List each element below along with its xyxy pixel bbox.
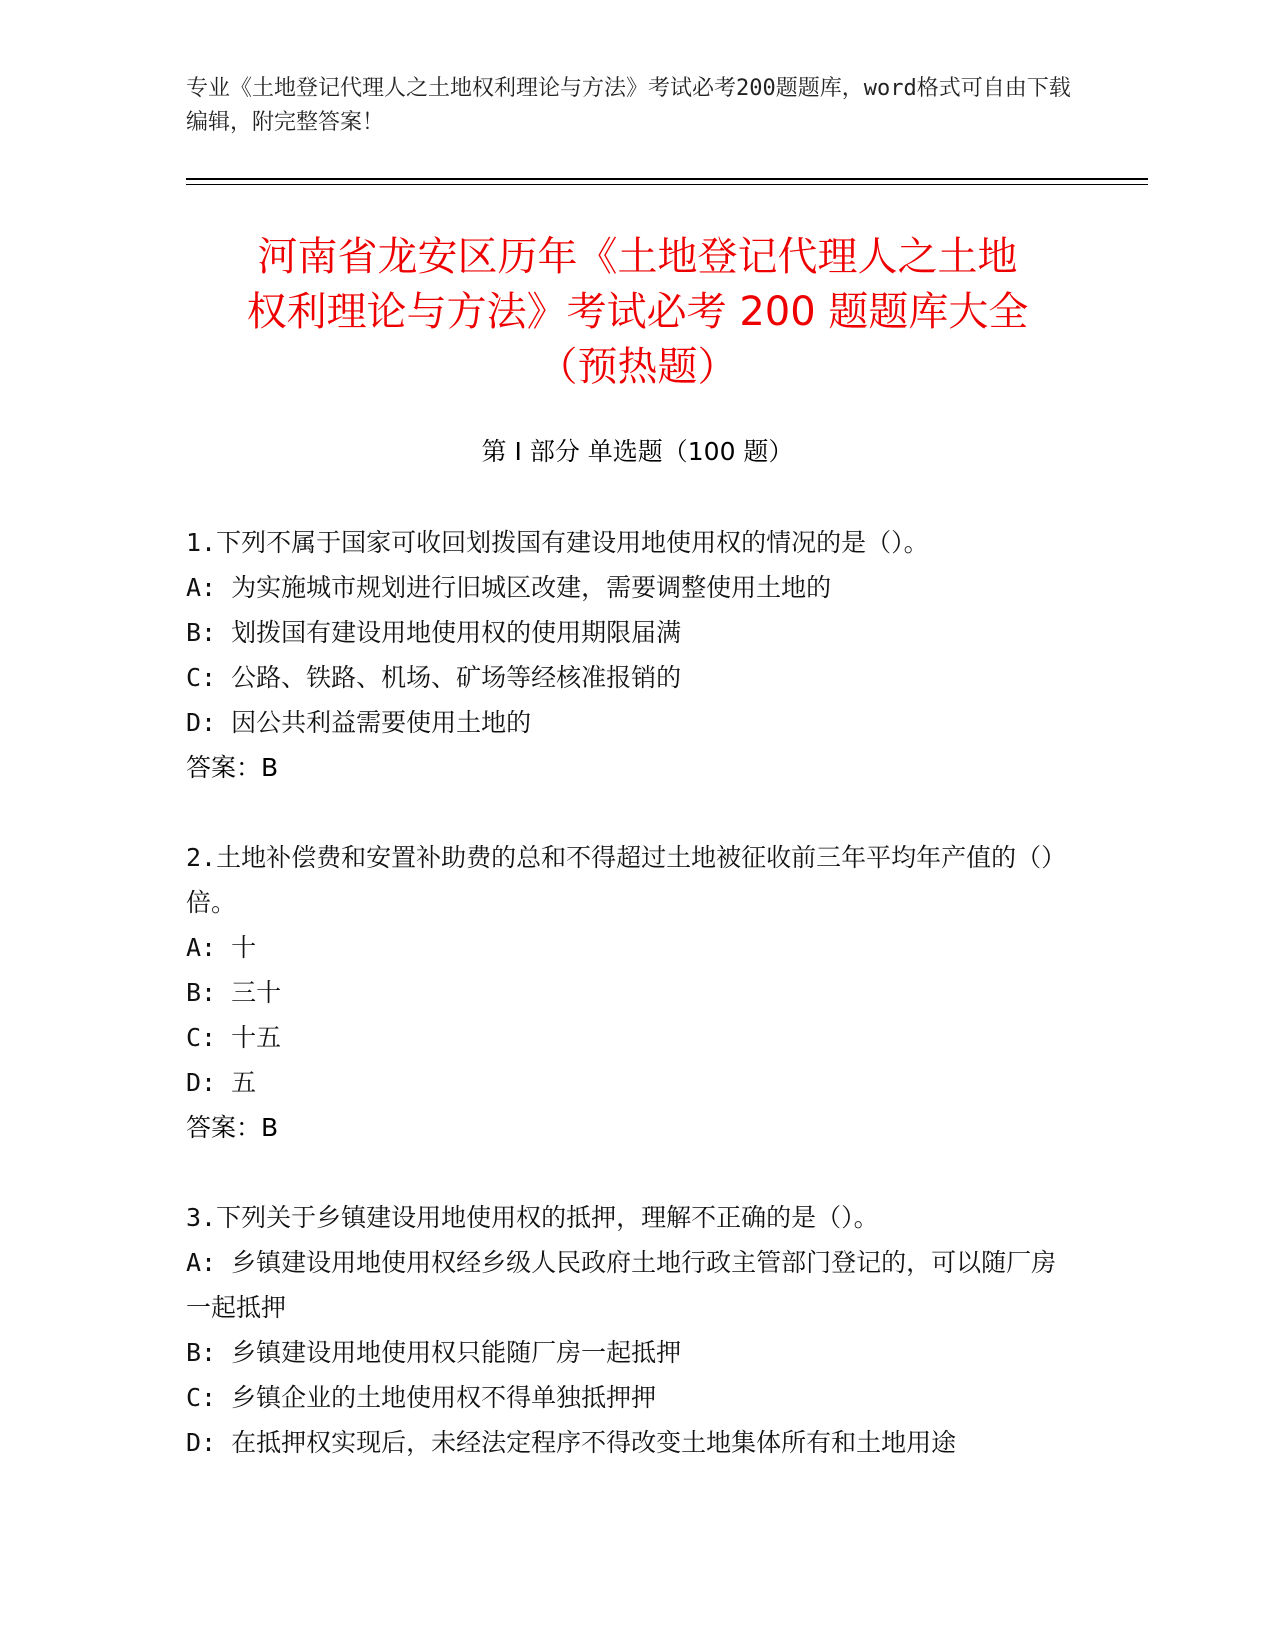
option-text: 在抵押权实现后，未经法定程序不得改变土地集体所有和土地用途	[231, 1428, 957, 1457]
question-stem: 2.土地补偿费和安置补助费的总和不得超过土地被征收前三年平均年产值的（）倍。	[186, 843, 1054, 917]
question-2	[186, 835, 1066, 1150]
option-text: 公路、铁路、机场、矿场等经核准报销的	[231, 663, 682, 692]
option-text: 乡镇建设用地使用权只能随厂房一起抵押	[231, 1338, 682, 1367]
option-letter: D:	[186, 1428, 217, 1457]
option-letter: D:	[186, 708, 217, 737]
option-text: 三十	[231, 978, 282, 1007]
option-c	[186, 655, 1066, 700]
answer: 答案：B	[186, 753, 279, 782]
section-title: 第 I 部分 单选题（100 题）	[481, 437, 794, 466]
question-3	[186, 1195, 1066, 1465]
question-1	[186, 520, 1066, 790]
option-letter: D:	[186, 1068, 217, 1097]
option-letter: C:	[186, 1383, 217, 1412]
option-letter: C:	[186, 663, 217, 692]
option-a	[186, 925, 1066, 970]
title-line-2: 权利理论与方法》考试必考 200 题题库大全	[246, 289, 1029, 335]
option-text: 十	[231, 933, 257, 962]
option-letter: A:	[186, 573, 217, 602]
option-d	[186, 700, 1066, 745]
option-b	[186, 610, 1066, 655]
option-b	[186, 970, 1066, 1015]
option-c	[186, 1375, 1066, 1420]
option-b	[186, 1330, 1066, 1375]
option-a	[186, 1240, 1066, 1330]
option-text: 五	[231, 1068, 257, 1097]
title-line-1: 河南省龙安区历年《土地登记代理人之土地	[257, 234, 1018, 280]
title-line-3: （预热题）	[537, 344, 738, 390]
option-c	[186, 1015, 1066, 1060]
option-letter: A:	[186, 1248, 217, 1277]
option-text: 乡镇企业的土地使用权不得单独抵押押	[231, 1383, 657, 1412]
header-rule-thick	[186, 178, 1148, 180]
header-rule-thin	[186, 184, 1148, 185]
question-stem: 1.下列不属于国家可收回划拨国有建设用地使用权的情况的是（）。	[186, 528, 929, 557]
question-list	[186, 520, 1066, 1620]
document-title	[150, 230, 1125, 395]
option-letter: B:	[186, 1338, 217, 1367]
option-text: 为实施城市规划进行旧城区改建，需要调整使用土地的	[231, 573, 832, 602]
option-letter: B:	[186, 978, 217, 1007]
option-a	[186, 565, 1066, 610]
question-stem: 3.下列关于乡镇建设用地使用权的抵押，理解不正确的是（）。	[186, 1203, 879, 1232]
option-letter: C:	[186, 1023, 217, 1052]
option-letter: B:	[186, 618, 217, 647]
option-letter: A:	[186, 933, 217, 962]
header-note: 专业《土地登记代理人之土地权利理论与方法》考试必考200题题库，word格式可自由下载编辑，附完整答案！	[186, 76, 1071, 135]
option-text: 乡镇建设用地使用权经乡级人民政府土地行政主管部门登记的，可以随厂房一起抵押	[186, 1248, 1057, 1322]
option-d	[186, 1060, 1066, 1105]
option-text: 划拨国有建设用地使用权的使用期限届满	[231, 618, 682, 647]
option-text: 因公共利益需要使用土地的	[231, 708, 532, 737]
option-text: 十五	[231, 1023, 282, 1052]
answer: 答案：B	[186, 1113, 279, 1142]
option-d	[186, 1420, 1066, 1465]
